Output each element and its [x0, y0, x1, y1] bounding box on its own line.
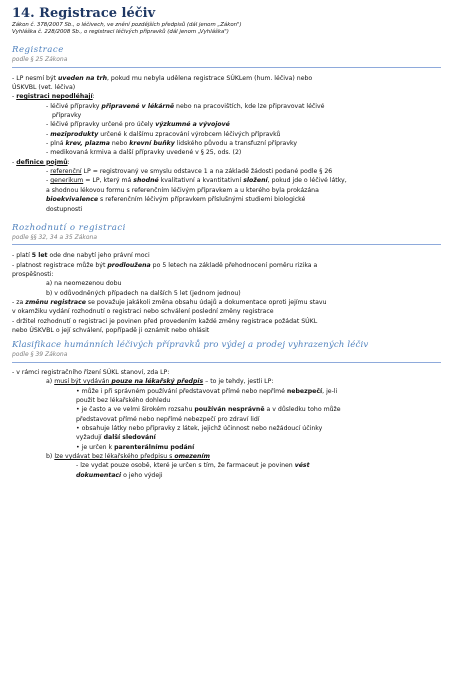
- section-heading-registrace: Registrace: [12, 45, 64, 56]
- list-item: - léčivé přípravky připravené v lékárně nebo na pracovištích, kde lze připravovat léčivé: [46, 102, 325, 110]
- paragraph: - definice pojmů:: [12, 158, 70, 166]
- list-item: představovat přímé nebo nepřímé nebezpečí pro zdraví lidí: [76, 415, 260, 423]
- section-subtitle-klasifikace: podle § 39 Zákona: [12, 351, 68, 359]
- list-item: přípravky: [52, 112, 82, 120]
- list-item: b) lze vydávat bez lékařského předpisu s omezením: [46, 453, 210, 461]
- list-item: • je určen k parenterálnímu podání: [76, 443, 195, 451]
- section-subtitle-registrace: podle § 25 Zákona: [12, 56, 68, 64]
- list-item: • je často a ve velmi širokém rozsahu používán nesprávně a v důsledku toho může: [76, 406, 341, 414]
- list-item: - medikovaná krmiva a další přípravky uvedené v § 25, ods. (2): [46, 149, 242, 157]
- paragraph: nebo ÚSKVBL o její schválení, popřípadě ji oznámit nebo ohlásit: [12, 327, 210, 335]
- list-item: b) v odůvodněných případech na dalších 5 let (jednom jednou): [46, 289, 241, 297]
- list-item: - referenční LP = registrovaný ve smyslu odstavce 1 a na základě žádosti podané podle § 26: [46, 168, 333, 176]
- paragraph: - v rámci registračního řízení SÚKL stanoví, zda LP:: [12, 368, 170, 376]
- list-item: použit bez lékařského dohledu: [76, 396, 171, 404]
- paragraph: - platí 5 let ode dne nabytí jeho právní moci: [12, 252, 150, 260]
- list-item: bioekvivalence s referenčním léčivým přípravkem příslušnými studiemi biologické: [46, 196, 306, 204]
- list-item: a) musí být vydáván pouze na lékařský předpis – to je tehdy, jestli LP:: [46, 378, 274, 386]
- list-item: - léčivé přípravky určené pro účely výzkumné a vývojové: [46, 121, 230, 129]
- paragraph: - platnost registrace může být prodloužena po 5 letech na základě přehodnocení poměru rizika a: [12, 261, 318, 269]
- paragraph: v okamžiku vydání rozhodnutí o registraci nebo schválení poslední změny registrace: [12, 308, 274, 316]
- law-reference-zakon: Zákon č. 378/2007 Sb., o léčivech, ve znění pozdějších předpisů (dál jenom „Zákon"): [12, 22, 242, 28]
- list-item: • obsahuje látky nebo přípravky z látek, jejichž účinnost nebo nežádoucí účinky: [76, 425, 323, 432]
- paragraph: - registraci nepodléhají:: [12, 93, 95, 101]
- section-heading-klasifikace: Klasifikace humánních léčivých přípravků pro výdej a prodej vyhrazených léčiv: [12, 340, 369, 351]
- paragraph: - držitel rozhodnutí o registraci je povinen před provedením každé změny registrace požádat SÚKL: [12, 317, 318, 325]
- section-divider: [12, 244, 441, 245]
- list-item: dokumentaci o jeho výdeji: [76, 471, 163, 479]
- paragraph: prospěšnosti:: [12, 271, 54, 279]
- list-item: - lze vydat pouze osobě, které je určen s tím, že farmaceut je povinen vést: [76, 462, 310, 470]
- list-item: - plná krev, plazma nebo krevní buňky lidského původu a transfuzní přípravky: [46, 140, 298, 148]
- list-item: • může i při správném používání představovat přímé nebo nepřímé nebezpečí, je-li: [76, 387, 338, 395]
- list-item: vyžadují další sledování: [76, 434, 156, 442]
- page-title: 14. Registrace léčiv: [12, 6, 156, 21]
- section-divider: [12, 67, 441, 68]
- section-subtitle-rozhodnuti: podle §§ 32, 34 a 35 Zákona: [12, 233, 97, 241]
- list-item: a) na neomezenou dobu: [46, 280, 122, 288]
- law-reference-vyhlaska: Vyhláška č. 228/2008 Sb., o registraci léčivých přípravků (dál jenom „Vyhláška"): [12, 28, 229, 35]
- paragraph: - za změnu registrace se považuje jakákoli změna obsahu údajů a dokumentace oproti jejímu stavu: [12, 299, 327, 307]
- section-divider: [12, 362, 441, 363]
- list-item: dostupnosti: [46, 205, 83, 213]
- list-item: - meziprodukty určené k dalšímu zpracování výrobcem léčivých přípravků: [46, 130, 281, 138]
- list-item: a shodnou lékovou formu s referenčním léčivým přípravkem a u kterého byla prokázána: [46, 186, 319, 194]
- paragraph: - LP nesmí být uveden na trh, pokud mu nebyla udělena registrace SÚKLem (hum. léčiva) nebo: [12, 74, 313, 82]
- paragraph: ÚSKVBL (vet. léčiva): [12, 84, 76, 92]
- list-item: - generikum = LP, který má shodné kvalitativní a kvantitativní složení, pokud jde o léčivé látky,: [46, 177, 347, 185]
- section-heading-rozhodnuti: Rozhodnutí o registraci: [12, 222, 126, 233]
